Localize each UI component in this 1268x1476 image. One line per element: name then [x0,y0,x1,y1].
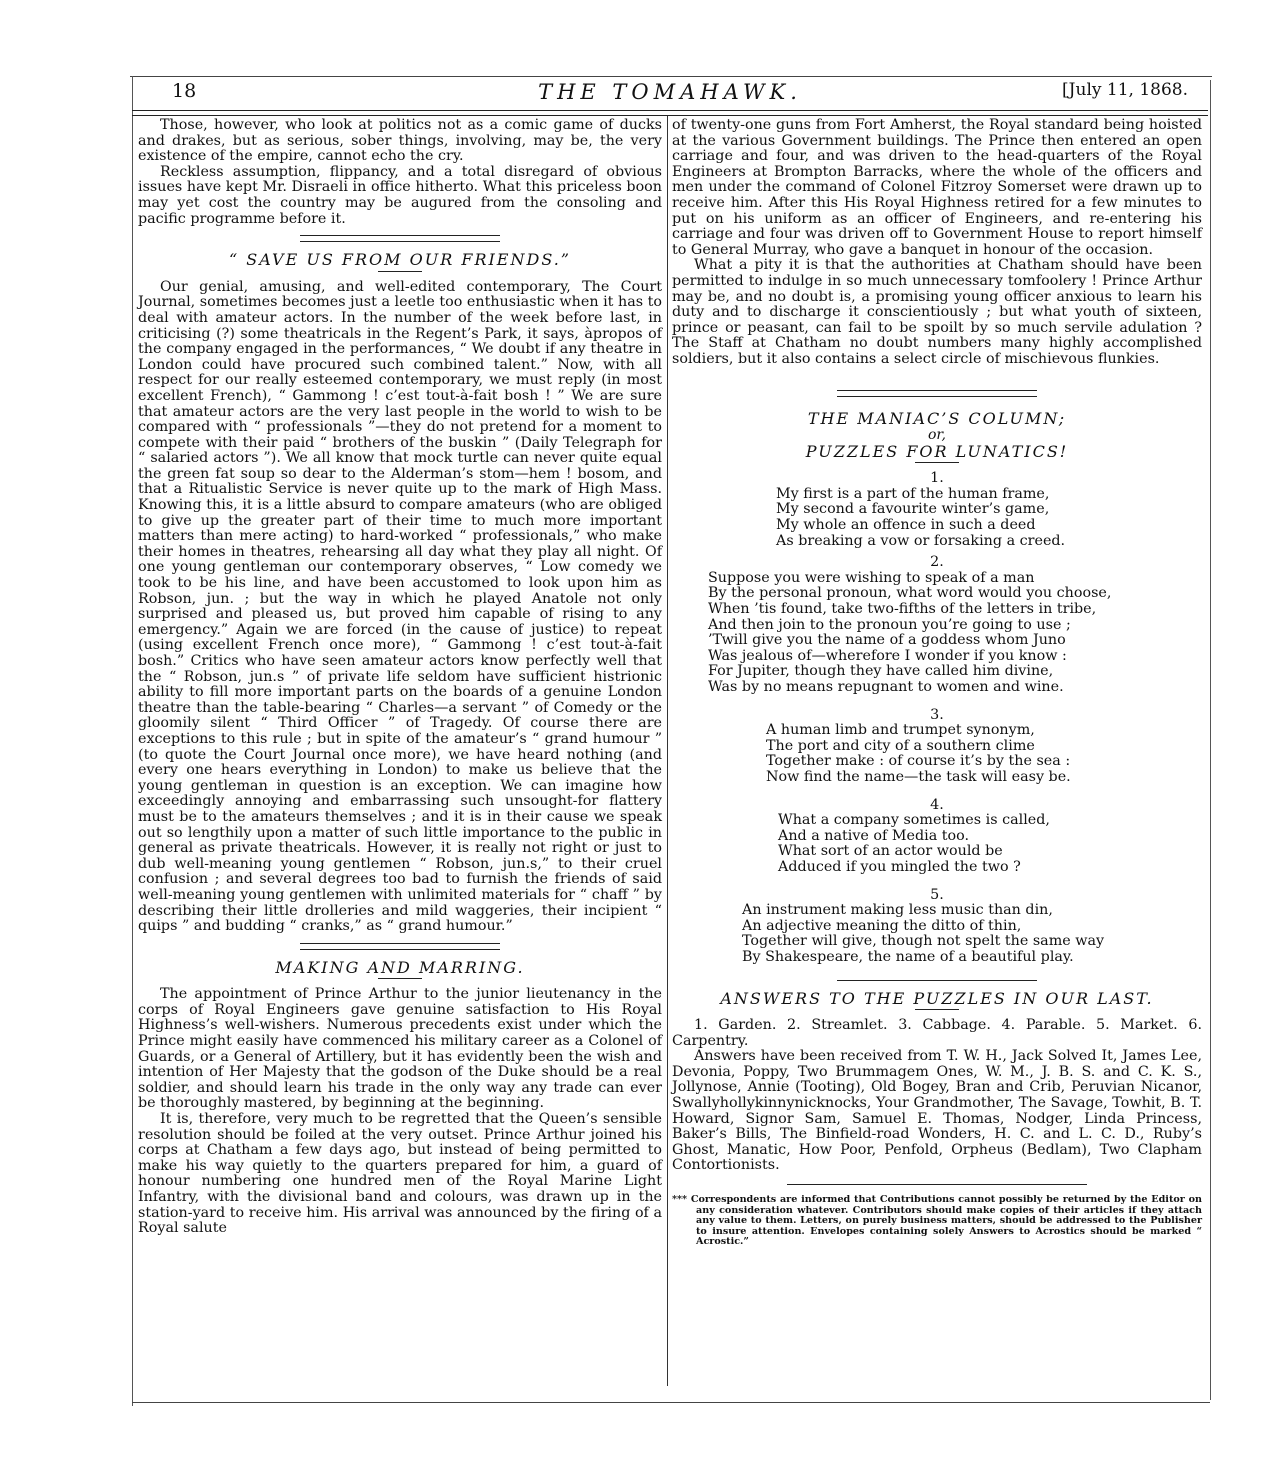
verse-line: My whole an offence in such a deed [776,517,1036,534]
puzzle-number: 1. [930,470,944,487]
section-title-save-us: “ SAVE US FROM OUR FRIENDS.” [229,250,571,270]
intro-paragraph: Reckless assumption, flippancy, and a total disregard of obvious issues have kept Mr. Disraeli in office hitherto. What this priceless boon may yet cost the country may be augured from the consoling and pacific programme before it. [138,163,662,227]
puzzle-number: 4. [930,796,944,813]
page-header [132,80,1208,108]
article-paragraph: What a pity it is that the authorities at Chatham should have been permitted to indulge in so much unnecessary tomfoolery ! Prince Arthur may be, and no doubt is, a promising young officer anxious to learn his duty and to discharge it conscientiously ; but what youth of sixteen, prince or peasant, can fail to be spoilt by so much servile adulation ? The Staff at Chatham no doubt numbers many highly accomplished soldiers, but it also contains a select circle of mischievous flunkies. [672,257,1202,367]
puzzle-verse [742,903,1202,965]
verse-line: An adjective meaning the ditto of thin, [742,917,1022,934]
article-paragraph: The appointment of Prince Arthur to the junior lieutenancy in the corps of Royal Engineers gave genuine satisfaction to His Royal Highness’s well-wishers. Numerous precedents exist under which the Prince might easily have commenced his military career as a Colonel of Guards, or a General of Artillery, but it has evidently been the wish and intention of Her Majesty that the godson of the Duke should be a real soldier, and should learn his trade in the only way any trade can ever be thoroughly mastered, by beginning at the beginning. [138,986,662,1112]
verse-line: Together will give, though not spelt the same way [742,933,1105,950]
puzzles-title: THE MANIAC’S COLUMN; [807,408,1067,428]
verse-line: Was by no means repugnant to women and wine. [708,679,1064,695]
verse-line: By Shakespeare, the name of a beautiful play. [742,948,1074,965]
verse-line: Suppose you were wishing to speak of a man [708,569,1035,586]
puzzle-2 [672,555,1202,695]
puzzle-verse [766,723,1202,785]
article-paragraph: of twenty-one guns from Fort Amherst, the Royal standard being hoisted at the various Government buildings. The Prince then entered an open carriage and four, and was driven to the head-quarters of the Royal Engineers at Brompton Barracks, where the whole of the officers and men under the command of Colonel Fitzroy Somerset were drawn up to receive him. After this His Royal Highness retired for a few minutes to put on his uniform as an officer of Engineers, and re-entering his carriage and four was driven off to Government House to report himself to General Murray, who gave a banquet in honour of the occasion. [672,117,1202,258]
verse-line: And then join to the pronoun you’re going to use ; [708,616,1071,633]
verse-line: My second a favourite winter’s game, [776,501,1050,518]
puzzle-verse [776,487,1202,549]
puzzle-1 [672,471,1202,549]
verse-line: What a company sometimes is called, [778,812,1050,829]
left-column [138,118,662,1237]
page-number: 18 [172,80,197,102]
section-separator [837,390,1037,397]
puzzle-5 [672,888,1202,966]
puzzle-number: 5. [930,886,944,903]
verse-line: The port and city of a southern clime [766,737,1035,754]
header-rule [132,110,1208,116]
verse-line: ’Twill give you the name of a goddess whom Juno [708,632,1066,649]
section-separator [837,980,1037,981]
verse-line: My first is a part of the human frame, [776,485,1050,502]
right-border [1210,80,1211,1400]
issue-date: [July 11, 1868. [1062,80,1188,100]
puzzle-number: 2. [930,554,944,571]
right-column [672,118,1202,1248]
footnote-separator [787,1184,1087,1185]
section-title-making-marring: MAKING AND MARRING. [275,957,525,977]
verse-line: A human limb and trumpet synonym, [766,722,1035,739]
verse-line: By the personal pronoun, what word would you choose, [708,585,1112,602]
answers-text: 1. Garden. 2. Streamlet. 3. Cabbage. 4. Parable. 5. Market. 6. Carpentry. [672,1017,1202,1049]
correspondents-footnote: *** Correspondents are informed that Contributions cannot possibly be returned by the Editor on any consideration whatever. Contributors should make copies of their articles if they attach any value to them. Letters, on purely business matters, should be addressed to the Publisher to insure attention. Envelopes containing solely Answers to Acrostics should be marked “ Acrostic.” [672,1194,1202,1248]
answers-title: ANSWERS TO THE PUZZLES IN OUR LAST. [720,988,1154,1008]
verse-line: And a native of Media too. [778,827,970,844]
title-underline [915,462,959,463]
verse-line: For Jupiter, though they have called him divine, [708,663,1054,680]
verse-line: Was jealous of—wherefore I wonder if you know : [708,647,1067,664]
title-underline [378,271,422,272]
article-paragraph: It is, therefore, very much to be regretted that the Queen’s sensible resolution should be foiled at the very outset. Prince Arthur joined his corps at Chatham a few days ago, but instead of being permitted to make his way quietly to the quarters prepared for him, a guard of honour numbering one hundred men of the Royal Marine Light Infantry, with the divisional band and colours, was drawn up in the station-yard to receive him. His arrival was announced by the firing of a Royal salute [138,1111,662,1237]
top-border [130,76,1212,77]
puzzles-subtitle: PUZZLES FOR LUNATICS! [805,441,1069,461]
intro-paragraph: Those, however, who look at politics not as a comic game of ducks and drakes, but as serious, sober things, involving, may be, the very existence of the empire, cannot echo the cry. [138,117,662,165]
puzzle-4 [672,798,1202,876]
section-separator [300,943,500,950]
verse-line: When ’tis found, take two-fifths of the letters in tribe, [708,601,1097,618]
puzzle-3 [672,708,1202,786]
article-paragraph: Our genial, amusing, and well-edited contemporary, The Court Journal, sometimes becomes just a leetle too enthusiastic when it has to deal with amateur actors. In the number of the week before last, in criticising (?) some theatricals in the Regent’s Park, it says, àpropos of the company engaged in the performances, “ We doubt if any theatre in London could have procured such combined talent.” Now, with all respect for our really esteemed contemporary, we must reply (in most excellent French), “ Gammong ! c’est tout-à-fait bosh ! ” We are sure that amateur actors are the very last people in the world to wish to be compared with “ professionals ”—they do not pretend for a moment to compete with their paid “ brothers of the buskin ” (Daily Telegraph for “ salaried actors ”). We all know that mock turtle can never quite equal the green fat soup so dear to the Alderman’s stom—hem ! bosom, and that a Ritualistic Service is never quite up to the mark of High Mass. Knowing this, it is a little absurd to compare amateurs (who are obliged to give up the greater part of their time to much more important matters than mere acting) to hard-worked “ professionals,” who make their homes in theatres, rehearsing all day what they play all night. Of one young gentleman our contemporary observes, “ Low comedy we took to be his line, and have been accustomed to look upon him as Robson, jun. ; but the way in which he played Anatole not only surprised and pleased us, but proved him capable of rising to any emergency.” Again we are forced (in the cause of justice) to repeat (using excellent French once more), “ Gammong ! c’est tout-à-fait bosh.” Critics who have seen amateur actors know perfectly well that the “ Robson, jun.s ” of private life seldom have sufficient histrionic ability to fill more important parts on the boards of a genuine London theatre than the table-bearing “ Charles—a servant ” of Comedy or the gloomily silent “ Third Officer ” of Tragedy. Of course there are exceptions to this rule ; but in spite of the amateur’s “ grand humour ” (to quote the Court Journal once more), we have heard nothing (and every one hears everything in London) to make us believe that the young gentleman in question is an exception. We can imagine how exceedingly annoying and embarrassing such unsought-for flattery must be to the amateurs themselves ; and it is in their cause we speak out so lengthily upon a matter of such little importance to the public in general as private theatricals. However, it is really not right or just to dub well-meaning young gentlemen “ Robson, jun.s,” to their cruel confusion ; and several degrees too bad to furnish the friends of said well-meaning young gentlemen with unlimited materials for “ chaff ” by describing their little drolleries and mild waggeries, their incipient “ quips ” and budding “ cranks,” as “ grand humour.” [138,278,662,935]
bottom-border [132,1402,1210,1403]
verse-line: An instrument making less music than din, [742,902,1053,919]
answers-received: Answers have been received from T. W. H., Jack Solved It, James Lee, Devonia, Poppy, Two Brummagem Ones, W. M., J. B. S. and C. K. S., Jollynose, Annie (Tooting), Old Bogey, Bran and Crib, Peruvian Nicanor, Swallyhollykinnynicknocks, Your Grandmother, The Savage, Towhit, B. T. Howard, Signor Sam, Samuel E. Thomas, Nodger, Linda Princess, Baker’s Bills, The Binfield-road Wonders, H. C. and L. C. D., Ruby’s Ghost, Manatic, How Poor, Penfold, Orpheus (Bedlam), Two Clapham Contortionists. [672,1048,1202,1174]
title-underline [378,978,422,979]
verse-line: Adduced if you mingled the two ? [778,858,1021,875]
column-divider [667,116,668,1386]
verse-line: Now find the name—the task will easy be. [766,768,1071,785]
title-underline [915,1009,959,1010]
puzzle-verse [708,571,1202,696]
publication-title: THE TOMAHAWK. [538,80,802,104]
verse-line: What sort of an actor would be [778,843,1003,860]
puzzles-or: or, [927,427,947,444]
puzzle-number: 3. [930,706,944,723]
verse-line: Together make : of course it’s by the sea : [766,753,1071,770]
section-separator [300,235,500,242]
puzzle-verse [778,813,1202,875]
left-border [132,76,133,1406]
verse-line: As breaking a vow or forsaking a creed. [776,532,1066,549]
